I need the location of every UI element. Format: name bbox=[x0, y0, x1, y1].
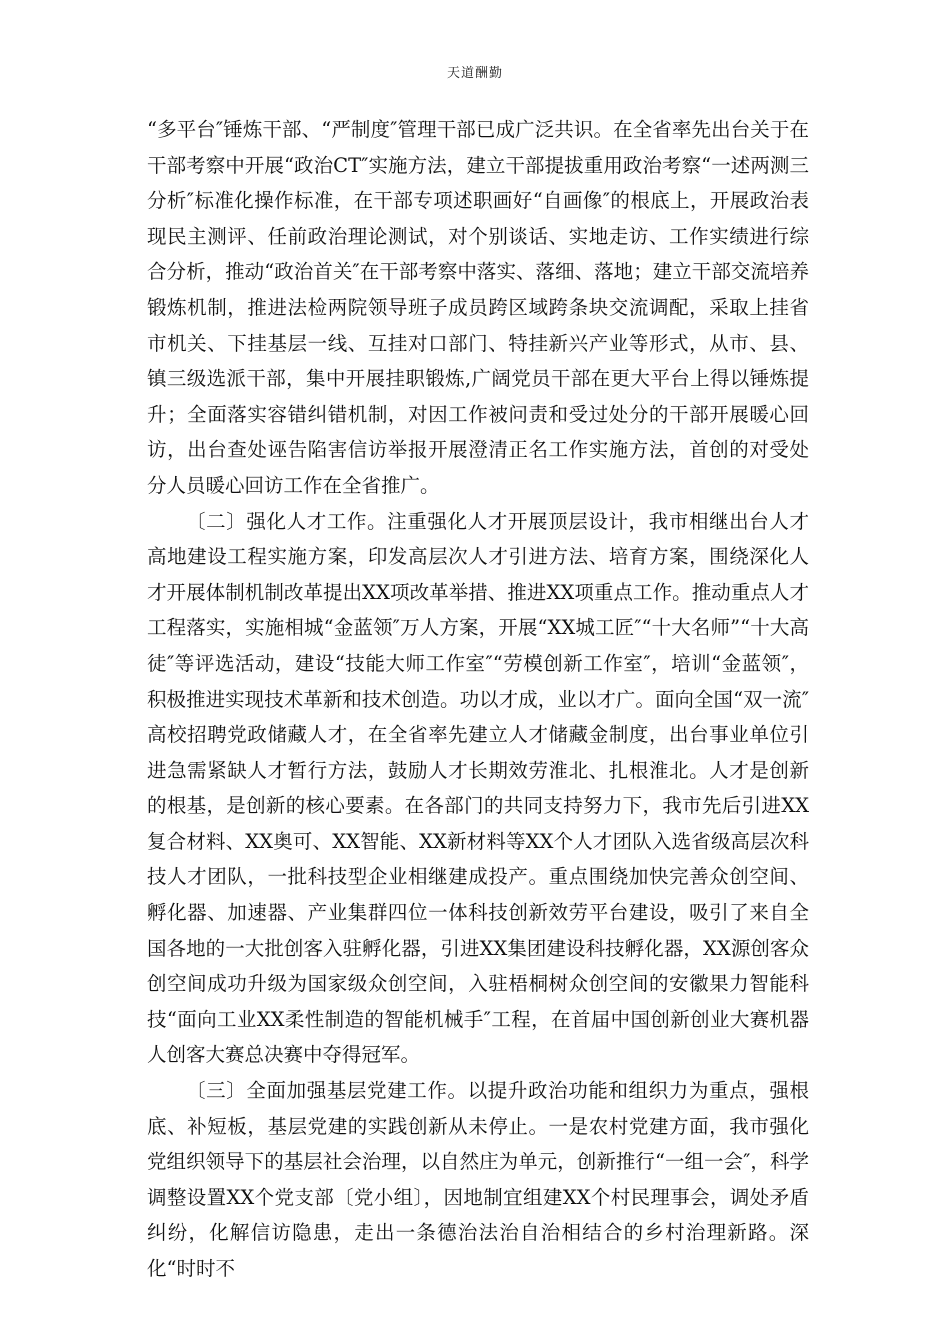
paragraph-grassroots-party-building: 〔三〕全面加强基层党建工作。以提升政治功能和组织力为重点，强根底、补短板，基层党建的实践创新从未停止。一是农村党建方面，我市强化党组织领导下的基层社会治理，以自然庄为单元，创新推行“一组一会″，科学调整设置XX个党支部〔党小组〕，因地制宜组建XX个村民理事会，调处矛盾纠纷，化解信访隐患，走出一条德治法治自治相结合的乡村治理新路。深化“时时不 bbox=[147, 1079, 809, 1280]
page-header: 天道酬勤 bbox=[446, 66, 503, 81]
document-body bbox=[147, 112, 809, 1287]
paragraph-cadre-management: “多平台″锤炼干部、“严制度″管理干部已成广泛共识。在全省率先出台关于在干部考察中开展“政治CT″实施方法，建立干部提拔重用政治考察“一述两测三分析″标准化操作标准，在干部专项述职画好“自画像″的根底上，开展政治表现民主测评、任前政治理论测试，对个别谈话、实地走访、工作实绩进行综合分析，推动“政治首关″在干部考察中落实、落细、落地；建立干部交流培养锻炼机制，推进法检两院领导班子成员跨区域跨条块交流调配，采取上挂省市机关、下挂基层一线、互挂对口部门、特挂新兴产业等形式，从市、县、镇三级选派干部，集中开展挂职锻炼,广阔党员干部在更大平台上得以锤炼提升；全面落实容错纠错机制，对因工作被问责和受过处分的干部开展暖心回访，出台查处诬告陷害信访举报开展澄清正名工作实施方法，首创的对受处分人员暖心回访工作在全省推广。 bbox=[147, 118, 809, 497]
paragraph-talent-work: 〔二〕强化人才工作。注重强化人才开展顶层设计，我市相继出台人才高地建设工程实施方案，印发高层次人才引进方法、培育方案，围绕深化人才开展体制机制改革提出XX项改革举措、推进XX项重点工作。推动重点人才工程落实，实施相城“金蓝领″万人方案，开展“XX城工匠″“十大名师”“十大高徒″等评选活动，建设“技能大师工作室″“劳模创新工作室″，培训“金蓝领″，积极推进实现技术革新和技术创造。功以才成，业以才广。面向全国“双一流″高校招聘党政储藏人才，在全省率先建立人才储藏金制度，出台事业单位引进急需紧缺人才暂行方法，鼓励人才长期效劳淮北、扎根淮北。人才是创新的根基，是创新的核心要素。在各部门的共同支持努力下，我市先后引进XX复合材料、XX奥可、XX智能、XX新材料等XX个人才团队入选省级高层次科技人才团队，一批科技型企业相继建成投产。重点围绕加快完善众创空间、孵化器、加速器、产业集群四位一体科技创新效劳平台建设，吸引了来自全国各地的一大批创客入驻孵化器，引进XX集团建设科技孵化器，XX源创客众创空间成功升级为国家级众创空间，入驻梧桐树众创空间的安徽果力智能科技“面向工业XX柔性制造的智能机械手″工程，在首届中国创新创业大赛机器人创客大赛总决赛中夺得冠军。 bbox=[147, 509, 809, 1067]
